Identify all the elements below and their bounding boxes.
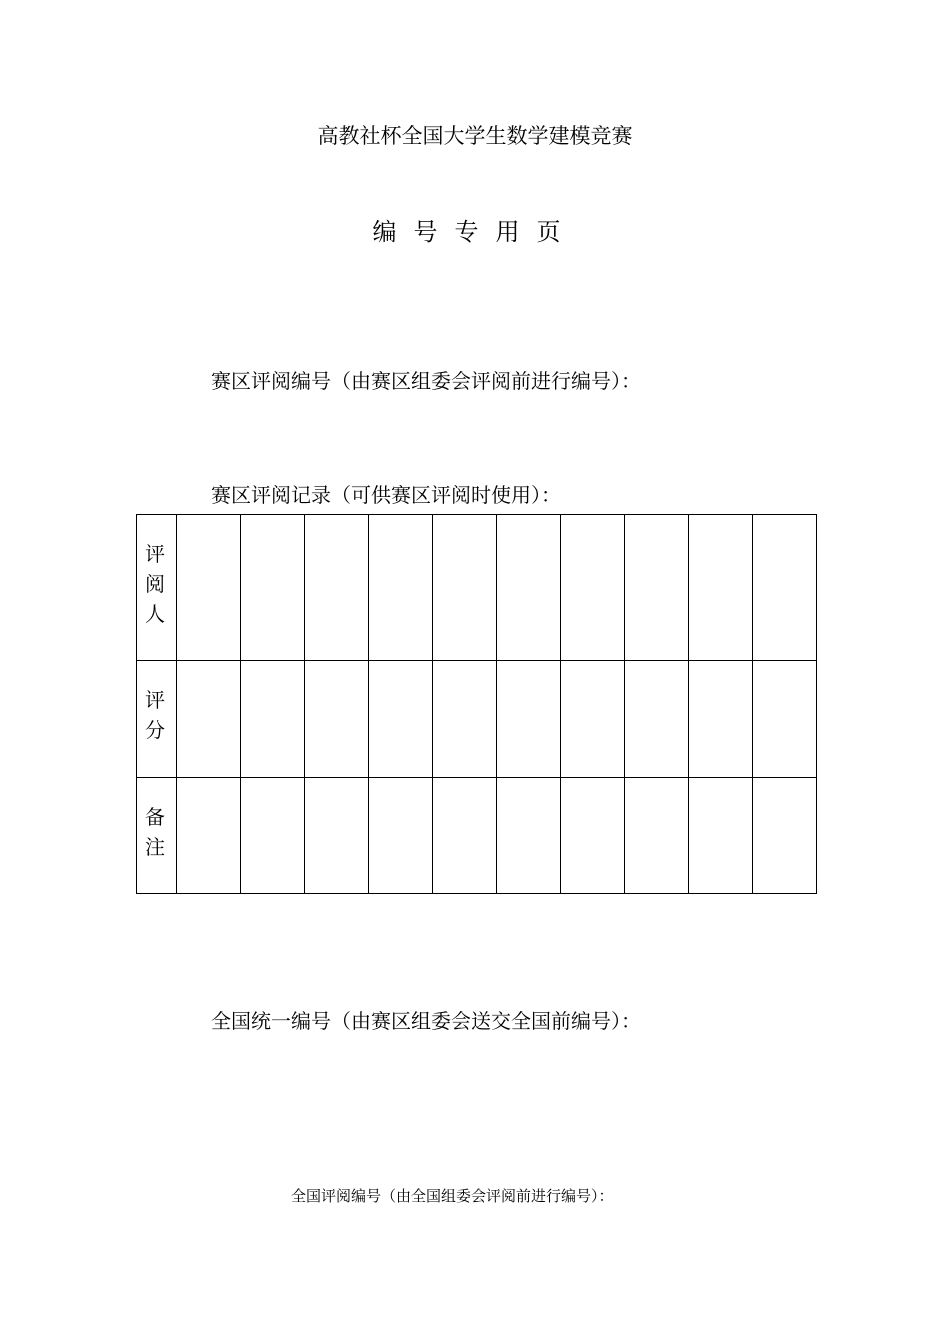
table-row-score: [137, 661, 817, 778]
row-header-reviewer: [137, 515, 177, 661]
national-unified-number-label: 全国统一编号（由赛区组委会送交全国前编号）：: [211, 1009, 641, 1033]
table-cell[interactable]: [433, 515, 497, 661]
table-cell[interactable]: [369, 515, 433, 661]
table-cell[interactable]: [625, 661, 689, 778]
document-title: 高教社杯全国大学生数学建模竞赛: [317, 124, 633, 148]
table-cell[interactable]: [689, 778, 753, 894]
header-char: 人: [145, 602, 165, 626]
national-review-number-label: 全国评阅编号（由全国组委会评阅前进行编号）：: [291, 1187, 614, 1205]
table-cell[interactable]: [177, 661, 241, 778]
header-char: 注: [145, 835, 165, 859]
table-cell[interactable]: [753, 515, 817, 661]
table-cell[interactable]: [177, 778, 241, 894]
table-cell[interactable]: [177, 515, 241, 661]
table-cell[interactable]: [369, 661, 433, 778]
header-char: 评: [145, 542, 165, 566]
regional-review-record-label: 赛区评阅记录（可供赛区评阅时使用）：: [211, 483, 561, 507]
table-cell[interactable]: [241, 661, 305, 778]
table-cell[interactable]: [433, 661, 497, 778]
row-header-score: [137, 661, 177, 778]
page-heading: 编号专用页: [372, 218, 578, 246]
table-cell[interactable]: [305, 778, 369, 894]
header-char: 阅: [145, 572, 165, 596]
review-record-table: [136, 514, 817, 894]
table-cell[interactable]: [433, 778, 497, 894]
table-cell[interactable]: [241, 515, 305, 661]
header-char: 评: [145, 688, 165, 712]
table-cell[interactable]: [753, 661, 817, 778]
header-char: 备: [145, 805, 165, 829]
table-row-remark: [137, 778, 817, 894]
table-row-reviewer: [137, 515, 817, 661]
regional-review-number-label: 赛区评阅编号（由赛区组委会评阅前进行编号）：: [211, 369, 641, 393]
table-cell[interactable]: [497, 661, 561, 778]
table-cell[interactable]: [625, 515, 689, 661]
table-cell[interactable]: [497, 778, 561, 894]
table-cell[interactable]: [689, 661, 753, 778]
table-cell[interactable]: [369, 778, 433, 894]
table-cell[interactable]: [625, 778, 689, 894]
table-cell[interactable]: [561, 515, 625, 661]
table-cell[interactable]: [305, 515, 369, 661]
table-cell[interactable]: [241, 778, 305, 894]
table-cell[interactable]: [305, 661, 369, 778]
table-cell[interactable]: [561, 661, 625, 778]
table-cell[interactable]: [753, 778, 817, 894]
table-cell[interactable]: [561, 778, 625, 894]
row-header-remark: [137, 778, 177, 894]
header-char: 分: [145, 718, 165, 742]
table-cell[interactable]: [689, 515, 753, 661]
table-cell[interactable]: [497, 515, 561, 661]
